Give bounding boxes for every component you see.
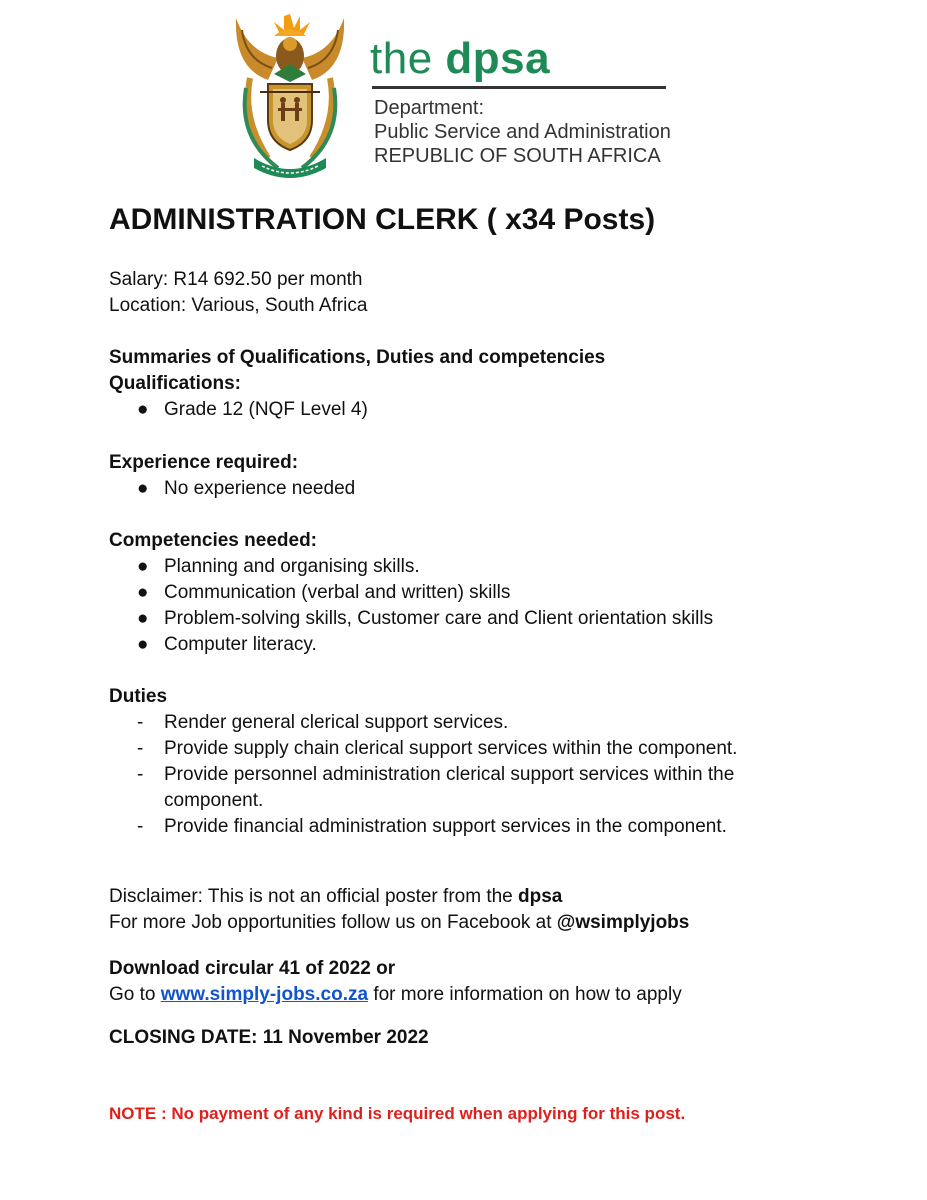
facebook-handle: @wsimplyjobs xyxy=(556,912,690,933)
list-item xyxy=(137,762,734,788)
follow-text xyxy=(109,910,689,936)
location-text: Location: Various, South Africa xyxy=(109,295,368,316)
list-item xyxy=(137,580,510,606)
list-item-continuation xyxy=(137,788,263,814)
disclaimer-brand: dpsa xyxy=(518,886,563,907)
sun-emblem xyxy=(274,14,310,36)
department-line-3: REPUBLIC OF SOUTH AFRICA xyxy=(374,145,661,167)
goto-text xyxy=(109,982,682,1008)
disclaimer-text xyxy=(109,884,562,910)
disclaimer-prefix: Disclaimer: This is not an official poster from the xyxy=(109,886,519,907)
goto-suffix: for more information on how to apply xyxy=(368,984,682,1005)
list-item-text: Problem-solving skills, Customer care and Client orientation skills xyxy=(164,608,714,629)
bullet-icon: ● xyxy=(137,399,149,420)
salary-text: Salary: R14 692.50 per month xyxy=(109,269,363,290)
list-item-text: Provide financial administration support services in the component. xyxy=(164,816,727,837)
list-item-text: component. xyxy=(164,790,264,811)
bullet-icon: ● xyxy=(137,608,149,629)
list-item-text: No experience needed xyxy=(164,478,356,499)
qualifications-heading: Qualifications: xyxy=(109,373,241,394)
bullet-icon: ● xyxy=(137,634,149,655)
department-block xyxy=(374,96,671,168)
list-item xyxy=(137,632,317,658)
dash-icon: - xyxy=(137,738,144,759)
list-item xyxy=(137,397,368,423)
page-title: ADMINISTRATION CLERK ( x34 Posts) xyxy=(109,203,656,236)
list-item xyxy=(137,736,737,762)
department-line-1: Department: xyxy=(374,97,485,119)
download-heading: Download circular 41 of 2022 or xyxy=(109,958,396,979)
list-item xyxy=(137,710,508,736)
website-link[interactable]: www.simply-jobs.co.za xyxy=(160,984,369,1005)
list-item-text: Provide personnel administration clerical support services within the xyxy=(164,764,735,785)
list-item-text: Grade 12 (NQF Level 4) xyxy=(164,399,368,420)
dpsa-brand xyxy=(370,34,550,84)
competencies-heading: Competencies needed: xyxy=(109,530,317,551)
bullet-icon: ● xyxy=(137,556,149,577)
dash-icon: - xyxy=(137,764,144,785)
brand-divider xyxy=(372,86,666,89)
list-item xyxy=(137,606,713,632)
payment-note: NOTE : No payment of any kind is required when applying for this post. xyxy=(109,1104,686,1123)
dash-icon: - xyxy=(137,816,144,837)
list-item-text: Render general clerical support services. xyxy=(164,712,509,733)
follow-prefix: For more Job opportunities follow us on Facebook at xyxy=(109,912,557,933)
list-item xyxy=(137,476,355,502)
brand-dpsa: dpsa xyxy=(445,34,551,83)
list-item-text: Planning and organising skills. xyxy=(164,556,420,577)
closing-date: CLOSING DATE: 11 November 2022 xyxy=(109,1027,429,1048)
dash-icon: - xyxy=(137,712,144,733)
bullet-icon: ● xyxy=(137,582,149,603)
list-item xyxy=(137,554,420,580)
experience-heading: Experience required: xyxy=(109,452,299,473)
summary-heading: Summaries of Qualifications, Duties and competencies xyxy=(109,347,606,368)
list-item-text: Computer literacy. xyxy=(164,634,317,655)
list-item-text: Communication (verbal and written) skills xyxy=(164,582,511,603)
department-line-2: Public Service and Administration xyxy=(374,121,671,143)
coat-of-arms-logo xyxy=(228,8,352,180)
list-item xyxy=(137,814,727,840)
duties-heading: Duties xyxy=(109,686,168,707)
goto-prefix: Go to xyxy=(109,984,161,1005)
brand-the: the xyxy=(370,34,433,83)
bullet-icon: ● xyxy=(137,478,149,499)
list-item-text: Provide supply chain clerical support services within the component. xyxy=(164,738,738,759)
